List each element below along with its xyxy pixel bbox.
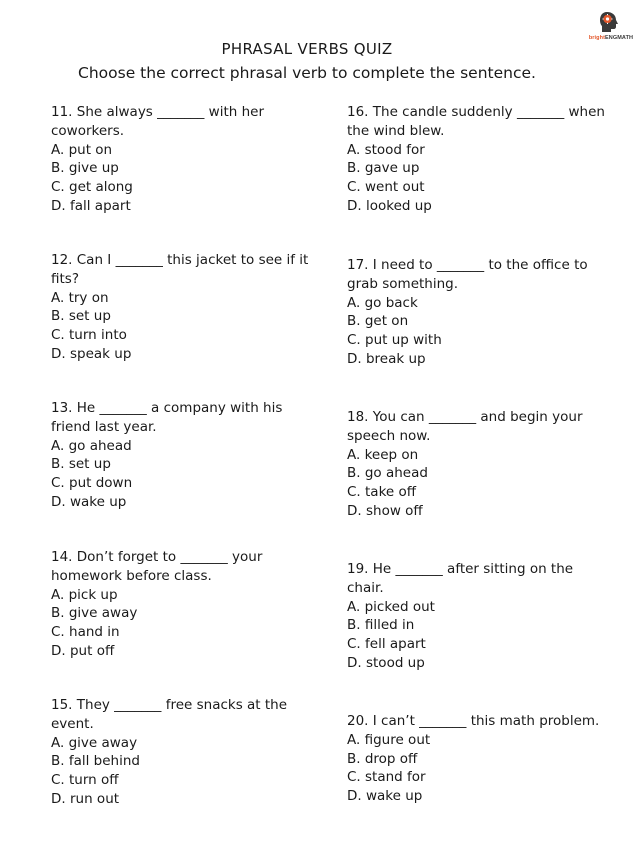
option-d: D. speak up — [51, 345, 132, 362]
question-13 — [51, 399, 313, 512]
question-stem: 20. I can’t _______ this math problem. — [347, 713, 600, 729]
option-b: B. drop off — [347, 750, 418, 767]
question-12 — [51, 251, 313, 364]
question-18 — [347, 408, 609, 521]
question-15 — [51, 696, 313, 809]
option-b: B. filled in — [347, 617, 415, 634]
option-c: C. turn into — [51, 327, 127, 344]
option-d: D. break up — [347, 350, 426, 367]
question-19 — [347, 560, 609, 673]
question-stem: 15. They _______ free snacks at the event. — [51, 697, 288, 732]
logo-text-engmath: ENGMATH — [605, 35, 634, 41]
question-stem: 12. Can I _______ this jacket to see if it fits? — [51, 252, 309, 287]
option-d: D. fall apart — [51, 197, 131, 214]
option-c: C. fell apart — [347, 636, 426, 653]
instructions: Choose the correct phrasal verb to complete the sentence. — [78, 64, 536, 82]
question-stem: 11. She always _______ with her coworkers. — [51, 104, 265, 139]
option-c: C. get along — [51, 179, 133, 196]
option-c: C. take off — [347, 484, 417, 501]
question-11 — [51, 103, 313, 216]
option-d: D. wake up — [347, 788, 423, 805]
option-c: C. stand for — [347, 769, 426, 786]
option-a: A. put on — [51, 141, 113, 158]
option-b: B. fall behind — [51, 753, 140, 770]
option-b: B. go ahead — [347, 465, 428, 482]
question-stem: 19. He _______ after sitting on the chair. — [347, 561, 574, 596]
option-d: D. stood up — [347, 654, 425, 671]
option-b: B. give away — [51, 605, 138, 622]
question-17 — [347, 256, 609, 369]
option-a: A. picked out — [347, 598, 435, 615]
option-b: B. gave up — [347, 160, 420, 177]
option-d: D. show off — [347, 502, 423, 519]
option-c: C. turn off — [51, 772, 119, 789]
option-c: C. put down — [51, 475, 133, 492]
question-stem: 17. I need to _______ to the office to grab something. — [347, 257, 588, 292]
brain-head-icon — [598, 10, 624, 34]
question-stem: 13. He _______ a company with his friend last year. — [51, 400, 283, 435]
question-16 — [347, 103, 609, 216]
page-title: PHRASAL VERBS QUIZ — [221, 40, 393, 58]
question-stem: 14. Don’t forget to _______ your homework before class. — [51, 549, 263, 584]
option-d: D. looked up — [347, 197, 432, 214]
brand-logo — [588, 10, 634, 44]
option-c: C. went out — [347, 179, 425, 196]
option-c: C. hand in — [51, 624, 120, 641]
option-d: D. put off — [51, 642, 115, 659]
option-b: B. set up — [51, 308, 111, 325]
logo-text-bright: bright — [588, 35, 606, 41]
option-d: D. wake up — [51, 493, 127, 510]
option-c: C. put up with — [347, 332, 442, 349]
option-a: A. go ahead — [51, 437, 132, 454]
option-b: B. give up — [51, 160, 119, 177]
option-d: D. run out — [51, 790, 120, 807]
option-a: A. stood for — [347, 141, 425, 158]
option-b: B. get on — [347, 313, 409, 330]
option-a: A. give away — [51, 734, 138, 751]
option-a: A. try on — [51, 289, 109, 306]
option-a: A. figure out — [347, 731, 431, 748]
question-stem: 16. The candle suddenly _______ when the wind blew. — [347, 104, 605, 139]
option-b: B. set up — [51, 456, 111, 473]
question-20 — [347, 712, 609, 806]
question-stem: 18. You can _______ and begin your speech now. — [347, 409, 583, 444]
question-14 — [51, 548, 313, 661]
option-a: A. pick up — [51, 586, 118, 603]
option-a: A. go back — [347, 294, 418, 311]
option-a: A. keep on — [347, 446, 419, 463]
